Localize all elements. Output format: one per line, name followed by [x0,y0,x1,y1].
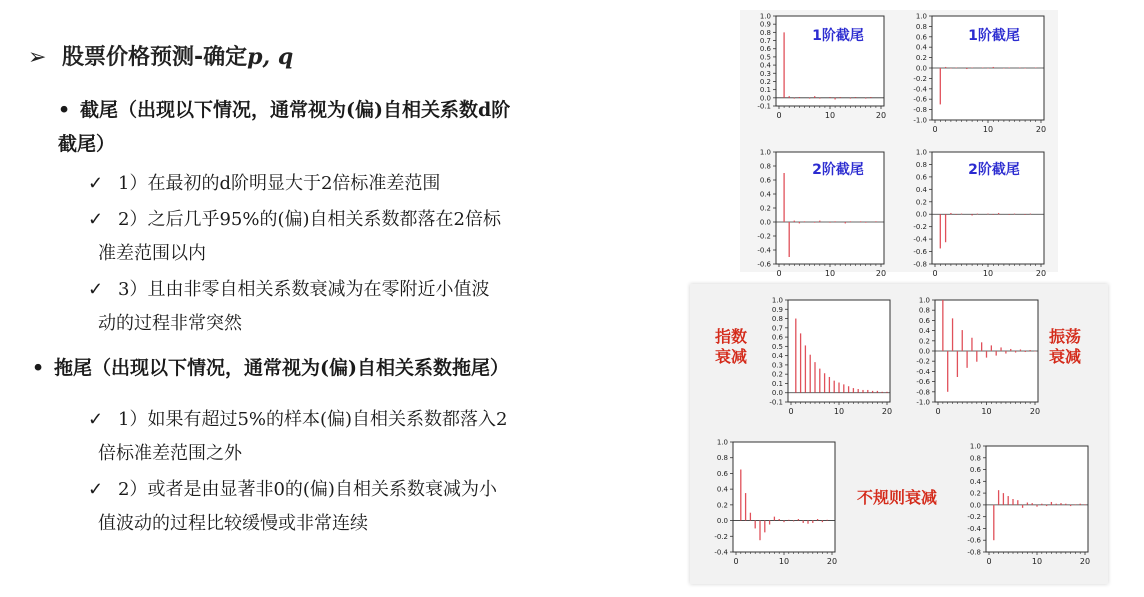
chart-label: 2阶截尾 [812,162,864,178]
x-tick-label: 20 [1035,269,1047,278]
y-tick-label: -0.2 [916,357,930,366]
y-tick-label: 0.0 [759,218,771,227]
x-tick-label: 0 [986,557,992,566]
y-tick-label: 0.8 [969,454,981,463]
x-tick-label: 20 [875,269,887,278]
check-icon: ✓ [88,279,104,300]
y-tick-label: 1.0 [915,12,927,21]
x-tick-label: 20 [1035,125,1047,134]
y-tick-label: -0.2 [714,532,728,541]
y-tick-label: 0.6 [771,333,783,342]
y-tick-label: 0.1 [771,379,783,388]
y-tick-label: 0.2 [771,370,783,379]
y-tick-label: -0.4 [967,524,981,533]
y-tick-label: 1.0 [969,442,981,451]
y-tick-label: 0.8 [759,162,771,171]
y-tick-label: 0.8 [759,28,771,37]
y-tick-label: -0.2 [913,223,927,232]
y-tick-label: -0.8 [913,260,927,269]
y-tick-label: 0.0 [915,210,927,219]
oscillation-label-2: 衰减 [1048,347,1082,366]
acf-chart-2 [913,13,1046,135]
y-tick-label: -1.0 [916,398,930,407]
y-tick-label: -0.2 [967,513,981,522]
x-tick-label: 20 [1029,407,1041,416]
truncation-item-3-text: 3）且由非零自相关系数衰减为在零附近小值波 [118,279,490,300]
x-tick-label: 0 [733,557,739,566]
y-tick-label: 0.4 [915,185,927,194]
y-tick-label: 0.0 [716,517,728,526]
y-tick-label: 0.5 [759,53,771,62]
y-tick-label: 0.6 [918,316,930,325]
acf-chart-5 [769,297,892,417]
y-tick-label: 0.8 [771,315,783,324]
check-icon: ✓ [88,409,104,430]
y-tick-label: 0.4 [759,61,771,70]
tailing-item-1-text: 1）如果有超过5%的样本(偏)自相关系数都落入2 [118,409,508,430]
y-tick-label: 0.7 [759,37,771,46]
truncation-item-1-text: 1）在最初的d阶明显大于2倍标准差范围 [118,173,441,194]
acf-chart-1 [757,13,886,121]
y-tick-label: 0.7 [771,324,783,333]
y-tick-label: 0.0 [771,389,783,398]
tailing-title-text: 拖尾（出现以下情况，通常视为(偏)自相关系数拖尾） [54,357,509,379]
x-tick-label: 10 [981,407,992,416]
bullet-icon: • [58,99,71,121]
y-tick-label: 0.6 [915,173,927,182]
y-tick-label: 1.0 [918,296,930,305]
x-tick-label: 10 [1031,557,1043,566]
exp-decay-label-1: 指数 [714,327,748,346]
y-tick-label: -1.0 [913,116,927,125]
y-tick-label: 0.6 [759,176,771,185]
y-tick-label: 0.4 [969,477,981,486]
truncation-title-line2: 截尾） [58,133,116,155]
y-tick-label: 0.1 [759,86,771,95]
y-tick-label: -0.2 [913,74,927,83]
tailing-item-1-text2: 倍标准差范围之外 [98,443,242,464]
exp-decay-label-2: 衰减 [714,347,748,366]
bullet-icon: • [32,357,45,379]
acf-chart-4 [913,149,1046,279]
y-tick-label: 1.0 [716,438,728,447]
x-tick-label: 20 [1079,557,1091,566]
y-tick-label: 0.6 [716,469,728,478]
x-tick-label: 20 [826,557,838,566]
y-tick-label: -0.6 [757,260,771,269]
y-tick-label: 0.8 [915,22,927,31]
truncation-item-2-text: 2）之后几乎95%的(偏)自相关系数都落在2倍标 [118,209,501,230]
x-tick-label: 0 [935,407,941,416]
x-tick-label: 0 [932,269,938,278]
y-tick-label: 0.2 [918,337,930,346]
truncation-title-line1: 截尾（出现以下情况，通常视为(偏)自相关系数d阶 [80,99,511,121]
y-tick-label: 0.8 [918,306,930,315]
y-tick-label: -0.4 [714,548,728,557]
x-tick-label: 20 [875,111,887,120]
y-tick-label: 0.6 [759,45,771,54]
x-tick-label: 10 [982,125,994,134]
x-tick-label: 0 [776,111,782,120]
oscillation-label-1: 振荡 [1048,327,1082,346]
y-tick-label: 0.9 [771,305,783,314]
y-tick-label: 0.8 [716,454,728,463]
check-icon: ✓ [88,479,104,500]
x-tick-label: 0 [776,269,782,278]
y-tick-label: 0.2 [915,54,927,63]
irregular-label: 不规则衰减 [856,488,938,507]
heading-pq: p, q [247,44,294,70]
y-tick-label: 0.4 [918,327,930,336]
acf-chart-7 [714,439,837,567]
y-tick-label: -0.8 [967,548,981,557]
plot-frame [733,442,835,552]
x-tick-label: 10 [824,111,836,120]
truncation-item-2-text2: 准差范围以内 [98,243,206,264]
y-tick-label: 0.4 [915,43,927,52]
y-tick-label: -0.8 [913,106,927,115]
plot-frame [986,446,1088,552]
check-icon: ✓ [88,209,104,230]
y-tick-label: 0.5 [771,342,783,351]
y-tick-label: -0.1 [769,398,783,407]
chart-label: 1阶截尾 [812,28,864,44]
acf-chart-8 [967,443,1090,567]
y-tick-label: 0.2 [915,198,927,207]
y-tick-label: -0.4 [757,246,771,255]
y-tick-label: 0.4 [759,190,771,199]
y-tick-label: 0.0 [918,347,930,356]
y-tick-label: 0.9 [759,20,771,29]
check-icon: ✓ [88,173,104,194]
y-tick-label: 1.0 [915,148,927,157]
y-tick-label: 0.3 [771,361,783,370]
y-tick-label: -0.6 [913,248,927,257]
y-tick-label: -0.4 [916,367,930,376]
y-tick-label: 0.2 [759,204,771,213]
x-tick-label: 0 [932,125,938,134]
y-tick-label: -0.8 [916,388,930,397]
y-tick-label: 1.0 [759,12,771,21]
truncation-item-3-text2: 动的过程非常突然 [98,313,242,334]
y-tick-label: 0.6 [915,33,927,42]
x-tick-label: 10 [824,269,836,278]
y-tick-label: -0.4 [913,235,927,244]
heading-text: 股票价格预测-确定 [62,45,248,70]
tailing-item-2-text: 2）或者是由显著非0的(偏)自相关系数衰减为小 [118,479,497,500]
y-tick-label: 0.2 [759,77,771,86]
y-tick-label: -0.1 [757,102,771,111]
acf-chart-3 [757,149,886,279]
y-tick-label: -0.6 [913,95,927,104]
y-tick-label: 0.0 [915,64,927,73]
y-tick-label: 0.2 [969,489,981,498]
x-tick-label: 0 [788,407,794,416]
x-tick-label: 20 [881,407,893,416]
acf-chart-6 [916,297,1040,417]
y-tick-label: 0.4 [771,352,783,361]
chart-label: 2阶截尾 [968,162,1020,178]
x-tick-label: 10 [778,557,790,566]
y-tick-label: 0.2 [716,501,728,510]
y-tick-label: 0.8 [915,160,927,169]
y-tick-label: -0.2 [757,232,771,241]
arrow-bullet-icon: ➢ [28,45,47,70]
y-tick-label: 0.0 [759,94,771,103]
y-tick-label: 0.0 [969,501,981,510]
x-tick-label: 10 [982,269,994,278]
y-tick-label: 0.4 [716,485,728,494]
y-tick-label: 0.3 [759,69,771,78]
y-tick-label: -0.6 [916,378,930,387]
x-tick-label: 10 [833,407,845,416]
y-tick-label: -0.4 [913,85,927,94]
y-tick-label: 0.6 [969,466,981,475]
y-tick-label: 1.0 [759,148,771,157]
tailing-item-2-text2: 值波动的过程比较缓慢或非常连续 [98,513,368,534]
chart-label: 1阶截尾 [968,28,1020,44]
y-tick-label: 1.0 [771,296,783,305]
y-tick-label: -0.6 [967,536,981,545]
